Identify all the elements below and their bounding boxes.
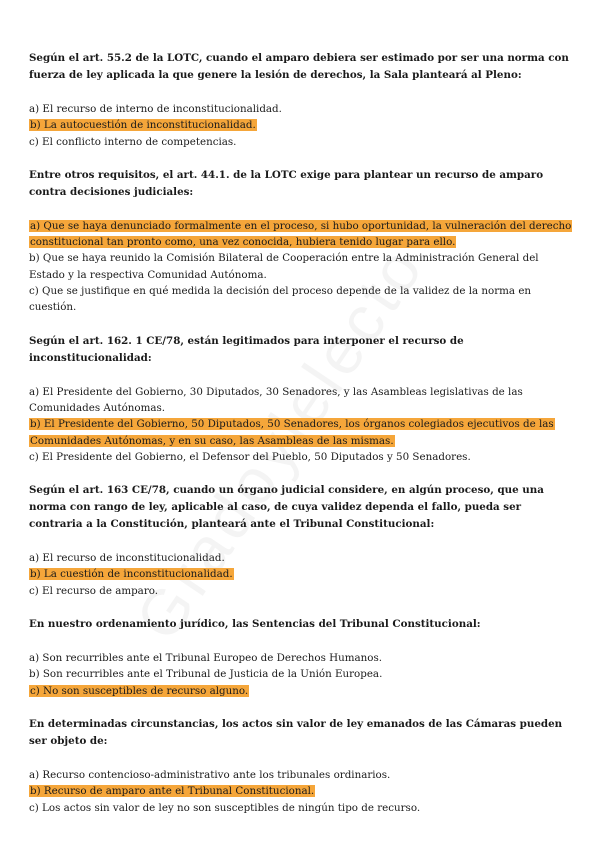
answer-option — [29, 650, 573, 666]
answer-option — [29, 449, 573, 465]
answer-option-text: b) Son recurribles ante el Tribunal de Justicia de la Unión Europea. — [29, 668, 383, 681]
answer-option-text: a) El Presidente del Gobierno, 30 Diputados, 30 Senadores, y las Asambleas legislativas de las Comunidades Autónomas. — [29, 385, 523, 414]
question-text: Según el art. 163 CE/78, cuando un órgano judicial considere, en algún proceso, que una norma con rango de ley, aplicable al caso, de cuya validez dependa el fallo, pueda ser contraria a la Constitución, planteará ante el Tribunal Constitucional: — [29, 484, 544, 531]
answer-option-text: c) Los actos sin valor de ley no son susceptibles de ningún tipo de recurso. — [29, 801, 421, 814]
answer-option-text: c) El Presidente del Gobierno, el Defensor del Pueblo, 50 Diputados y 50 Senadores. — [29, 450, 471, 463]
answer-option — [29, 800, 573, 816]
answer-option — [29, 416, 573, 449]
answer-option — [29, 134, 573, 150]
question-block — [29, 716, 573, 816]
answer-option-text: c) Que se justifique en qué medida la decisión del proceso depende de la validez de la norma en cuestión. — [29, 285, 532, 314]
answer-option — [29, 767, 573, 783]
question-block — [29, 616, 573, 699]
question-text: En determinadas circunstancias, los actos sin valor de ley emanados de las Cámaras pueden ser objeto de: — [29, 717, 563, 747]
answer-option — [29, 250, 573, 283]
answer-option-text: a) Recurso contencioso-administrativo ante los tribunales ordinarios. — [29, 768, 391, 781]
answer-option-text: a) El recurso de inconstitucionalidad. — [29, 552, 225, 565]
correct-answer-highlight: a) Que se haya denunciado formalmente en el proceso, si hubo oportunidad, la vulneración del derecho constitucional tan pronto como, una vez conocida, hubiera tenido lugar para ello. — [30, 219, 572, 249]
answer-option — [29, 218, 573, 251]
answer-option — [29, 117, 573, 133]
answer-option — [29, 101, 573, 117]
answer-option — [29, 550, 573, 566]
answer-option-text: c) El conflicto interno de competencias. — [29, 135, 237, 148]
answer-option — [29, 683, 573, 699]
question-block — [29, 50, 573, 150]
answer-option-text: a) El recurso de interno de inconstitucionalidad. — [29, 103, 282, 115]
question-text: En nuestro ordenamiento jurídico, las Sentencias del Tribunal Constitucional: — [29, 618, 481, 631]
answer-option — [29, 566, 573, 582]
answer-option-text: a) Son recurribles ante el Tribunal Europeo de Derechos Humanos. — [29, 652, 383, 665]
answer-option — [29, 783, 573, 799]
answer-option — [29, 283, 573, 316]
answer-option-text: b) Que se haya reunido la Comisión Bilateral de Cooperación entre la Administración General del Estado y la respectiva Comunidad Autónoma. — [29, 252, 539, 281]
answer-option — [29, 384, 573, 417]
question-text: Según el art. 55.2 de la LOTC, cuando el amparo debiera ser estimado por ser una norma con fuerza de ley aplicada la que genere la lesión de derechos, la Sala planteará al Pleno: — [29, 52, 569, 81]
answer-option — [29, 666, 573, 682]
correct-answer-highlight: c) No son susceptibles de recurso alguno. — [30, 684, 249, 697]
question-block — [29, 167, 573, 316]
question-list — [29, 50, 573, 833]
correct-answer-highlight: b) La autocuestión de inconstitucionalidad. — [30, 119, 256, 132]
correct-answer-highlight: b) La cuestión de inconstitucionalidad. — [30, 568, 233, 581]
correct-answer-highlight: b) Recurso de amparo ante el Tribunal Constitucional. — [30, 785, 315, 798]
answer-option — [29, 583, 573, 599]
question-block — [29, 482, 573, 599]
answer-option-text: c) El recurso de amparo. — [29, 584, 159, 597]
question-text: Según el art. 162. 1 CE/78, están legitimados para interponer el recurso de inconstitucionalidad: — [29, 334, 464, 364]
question-text: Entre otros requisitos, el art. 44.1. de la LOTC exige para plantear un recurso de amparo contra decisiones judiciales: — [29, 168, 544, 198]
question-block — [29, 333, 573, 465]
correct-answer-highlight: b) El Presidente del Gobierno, 50 Diputados, 50 Senadores, los órganos colegiados ejecutivos de las Comunidades Autónomas, y en su caso, las Asambleas de las mismas. — [30, 418, 554, 447]
